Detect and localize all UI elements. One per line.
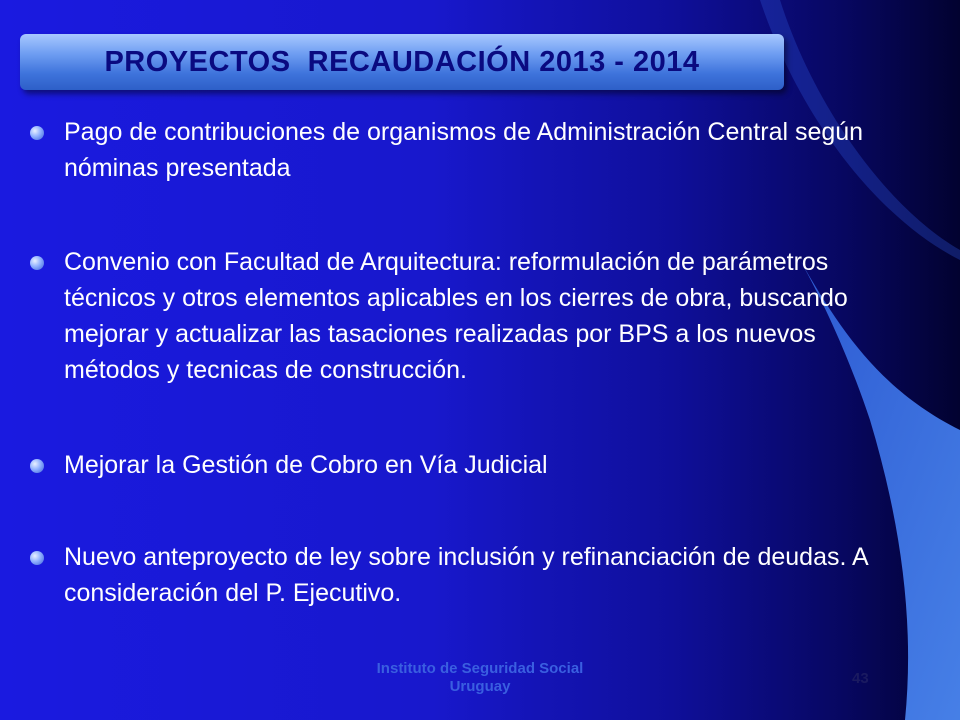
- bullet-list: [28, 110, 908, 611]
- slide-title: PROYECTOS RECAUDACIÓN 2013 - 2014: [104, 45, 700, 78]
- bullet-dot-icon: [30, 459, 44, 473]
- footer-line-1: Instituto de Seguridad Social: [376, 660, 584, 677]
- bullet-dot-icon: [30, 551, 44, 565]
- bullet-dot-icon: [30, 256, 44, 270]
- page-number: 43: [852, 670, 869, 687]
- footer-line-2: Uruguay: [449, 678, 511, 695]
- bullet-item: [28, 114, 908, 186]
- footer-organization: [320, 660, 640, 696]
- bullet-item: [28, 539, 908, 611]
- bullet-item: [28, 447, 908, 483]
- bullet-text: Nuevo anteproyecto de ley sobre inclusión y refinanciación de deudas. A consideración del P. Ejecutivo.: [64, 543, 868, 607]
- bullet-text: Convenio con Facultad de Arquitectura: reformulación de parámetros técnicos y otros elementos aplicables en los cierres de obra, buscando mejorar y actualizar las tasaciones realizadas por BPS a los nuevos métodos y tecnicas de construcción.: [64, 248, 848, 384]
- bullet-text: Pago de contribuciones de organismos de Administración Central según nóminas presentada: [64, 118, 864, 182]
- bullet-text: Mejorar la Gestión de Cobro en Vía Judicial: [64, 451, 548, 479]
- title-banner: [20, 34, 784, 90]
- bullet-dot-icon: [30, 126, 44, 140]
- bullet-item: [28, 244, 908, 388]
